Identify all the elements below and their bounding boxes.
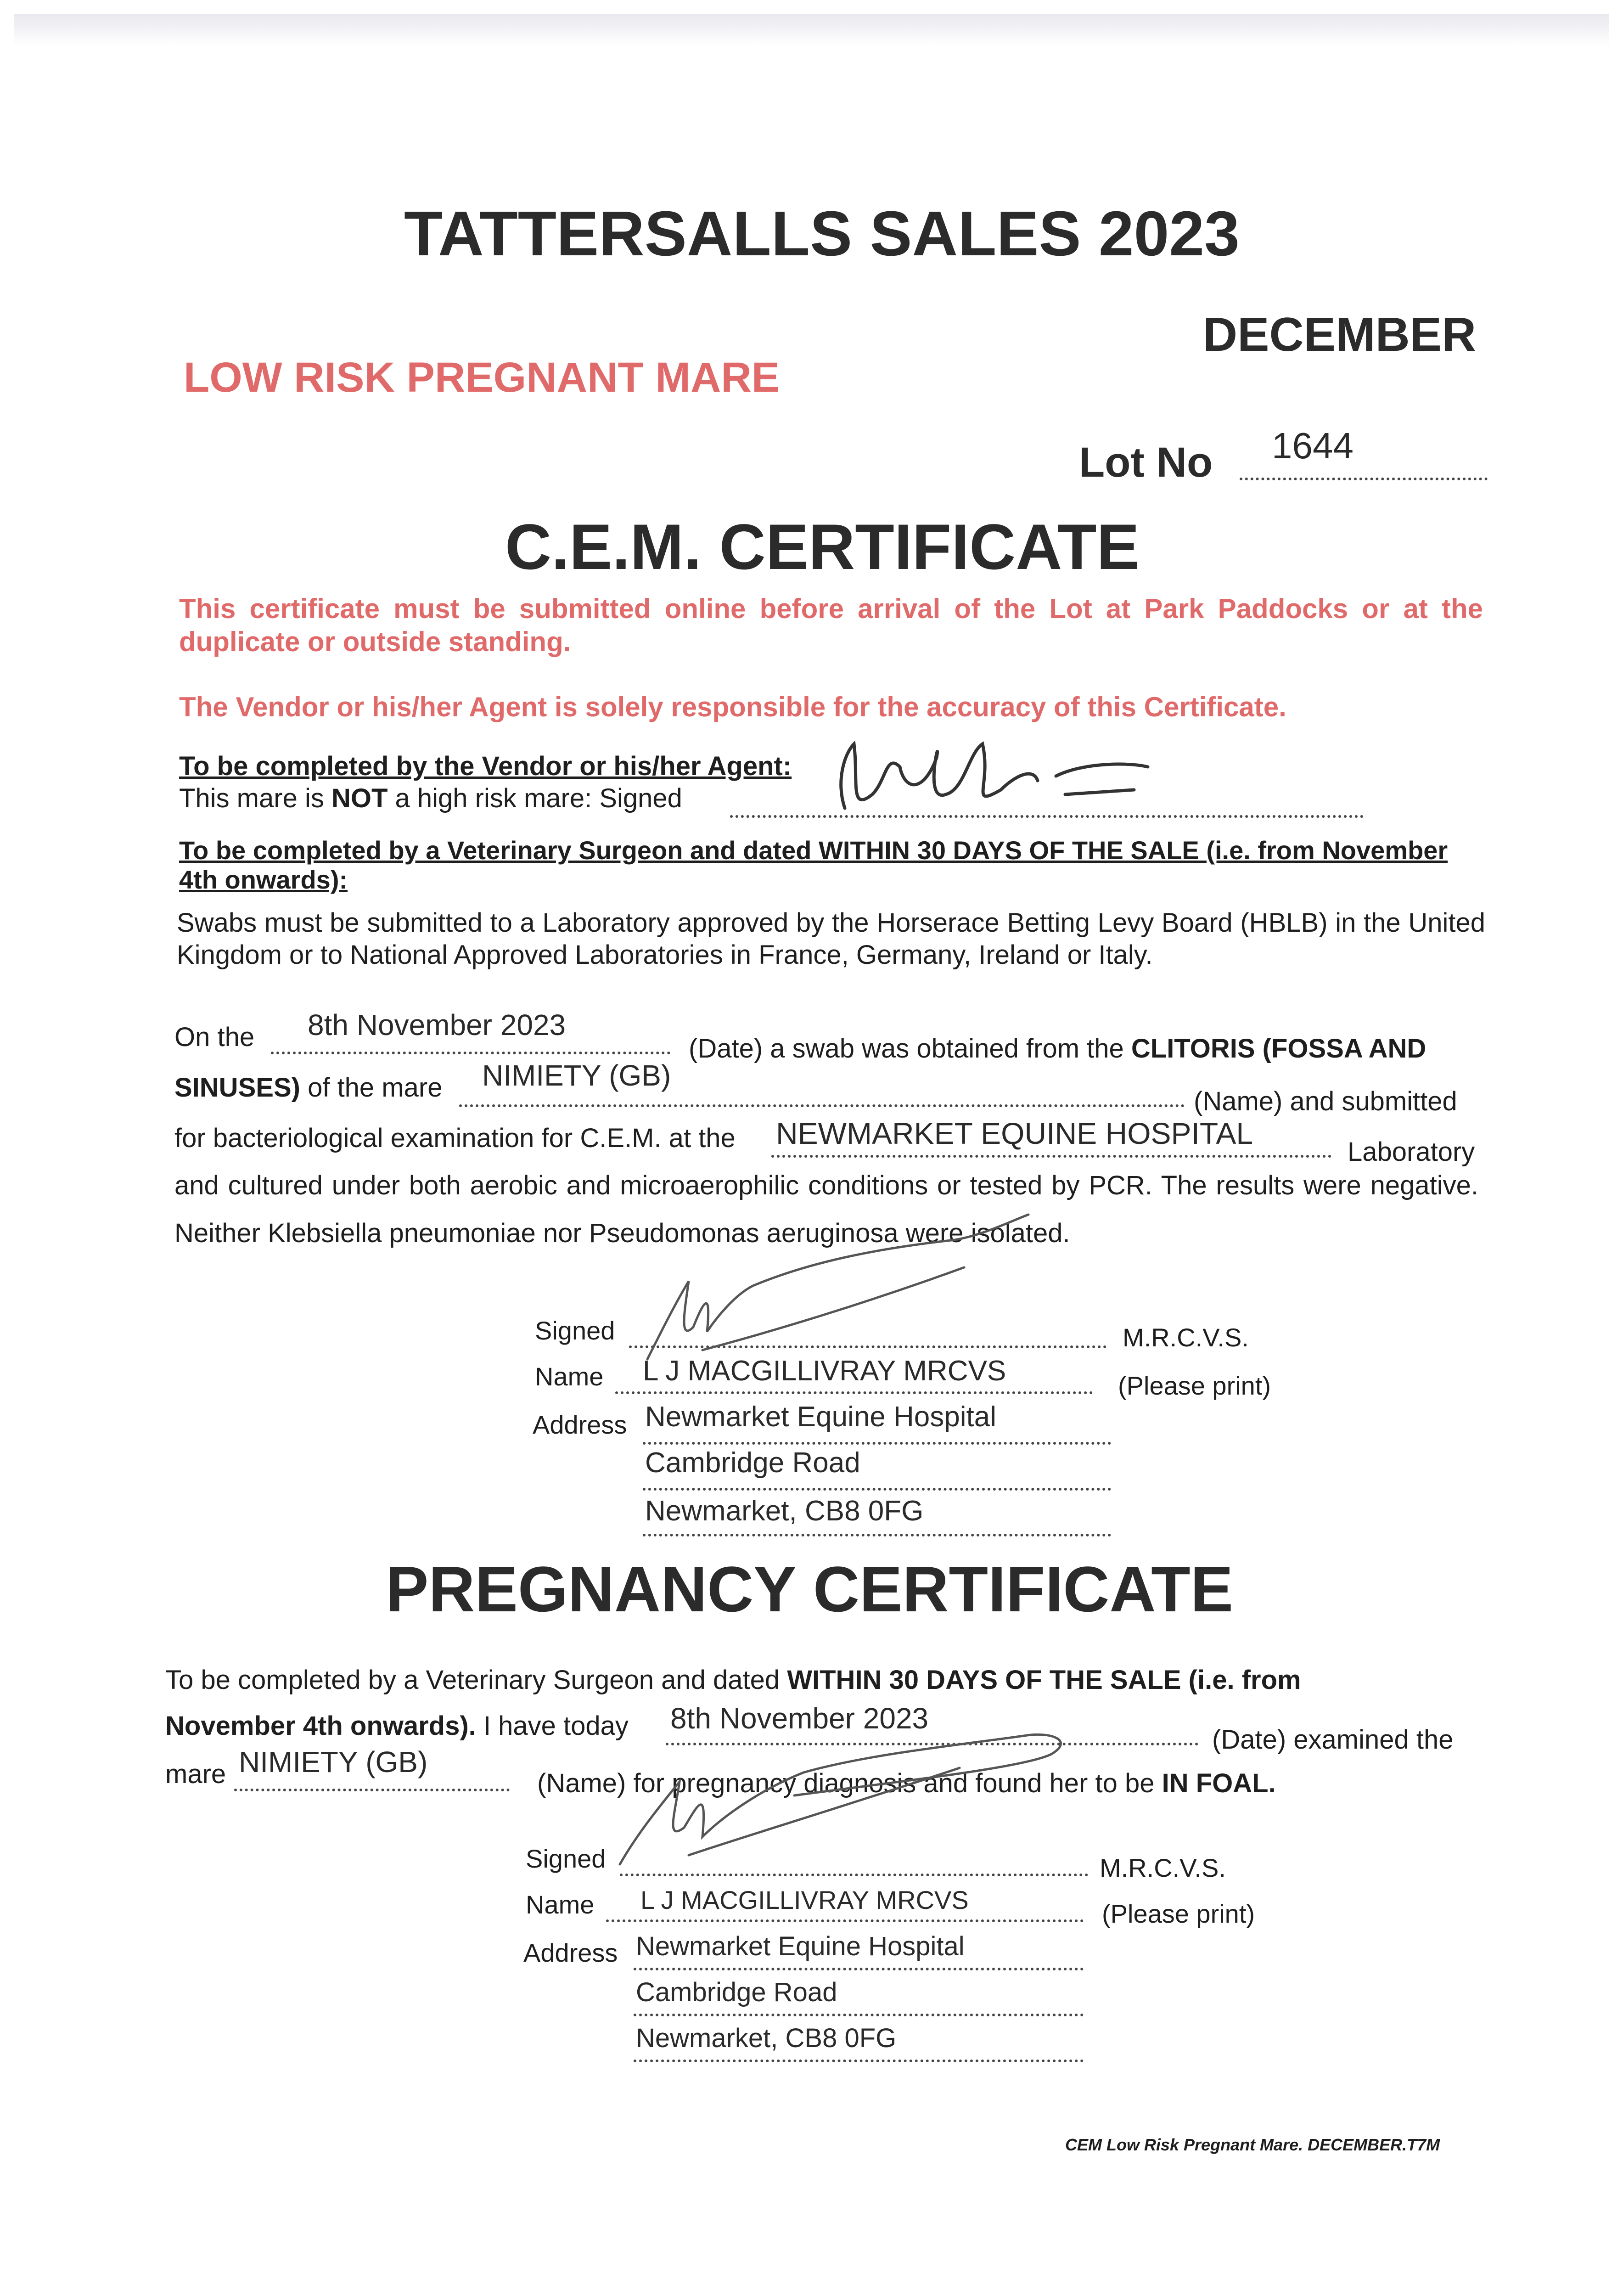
- preg-address-dots-3: [634, 2060, 1084, 2062]
- sale-month: DECEMBER: [1203, 308, 1477, 361]
- laboratory-label: Laboratory: [1348, 1137, 1475, 1167]
- lot-number: 1644: [1272, 425, 1353, 466]
- form-reference: CEM Low Risk Pregnant Mare. DECEMBER.T7M: [1065, 2135, 1440, 2154]
- cem-address-label: Address: [533, 1410, 627, 1439]
- preg-name-dots: [606, 1919, 1084, 1922]
- submit-notice: This certificate must be submitted online before arrival of the Lot at Park Paddocks or at the duplicate or outside standing.: [179, 593, 1483, 657]
- bact-label: for bacteriological examination for C.E.M. at the: [174, 1123, 736, 1153]
- preg-line-2a: November 4th onwards).: [165, 1711, 476, 1741]
- preg-mrcvs: M.R.C.V.S.: [1100, 1853, 1226, 1882]
- vendor-statement: [179, 783, 682, 814]
- vendor-text-b: a high risk mare: Signed: [387, 783, 682, 813]
- swab-requirements: Swabs must be submitted to a Laboratory approved by the Horserace Betting Levy Board (HBLB) in the United Kingdom or to National Approved Laboratories in France, Germany, Ireland or Italy.: [177, 908, 1485, 970]
- preg-address-dots-1: [634, 1968, 1084, 1970]
- date-suffix-text: (Date) a swab was obtained from the: [689, 1034, 1124, 1064]
- lot-label: Lot No: [1079, 439, 1213, 486]
- vendor-text-a: This mare is: [179, 783, 331, 813]
- lot-dots: [1240, 478, 1488, 480]
- preg-date-suffix: (Date) examined the: [1212, 1725, 1454, 1755]
- cem-mare-name: NIMIETY (GB): [482, 1059, 671, 1092]
- in-foal: IN FOAL.: [1162, 1768, 1276, 1798]
- cem-please-print: (Please print): [1118, 1371, 1271, 1400]
- name-submitted: (Name) and submitted: [1194, 1086, 1457, 1116]
- preg-vet-name: L J MACGILLIVRAY MRCVS: [640, 1885, 969, 1914]
- preg-name-label: Name: [526, 1890, 595, 1919]
- risk-label: LOW RISK PREGNANT MARE: [184, 354, 780, 401]
- preg-line-2: [165, 1711, 629, 1741]
- mare-line: [174, 1072, 442, 1103]
- lab-name: NEWMARKET EQUINE HOSPITAL: [776, 1116, 1253, 1150]
- preg-address-line-1: Newmarket Equine Hospital: [636, 1931, 965, 1961]
- preg-address-label: Address: [523, 1938, 618, 1967]
- cem-name-label: Name: [535, 1362, 604, 1391]
- responsibility-notice: The Vendor or his/her Agent is solely responsible for the accuracy of this Certificate.: [179, 692, 1286, 722]
- preg-line-1b: WITHIN 30 DAYS OF THE SALE (i.e. from: [787, 1665, 1301, 1695]
- preg-diag-text: (Name) for pregnancy diagnosis and found her to be: [537, 1768, 1155, 1798]
- vendor-text-not: NOT: [331, 783, 388, 813]
- preg-line-2b: I have today: [483, 1711, 629, 1741]
- preg-line-1: [165, 1665, 1301, 1695]
- preg-address-line-3: Newmarket, CB8 0FG: [636, 2023, 897, 2053]
- cem-address-line-2: Cambridge Road: [645, 1447, 860, 1479]
- on-the-label: On the: [174, 1022, 255, 1052]
- lab-dots: [771, 1155, 1331, 1158]
- clitoris-text: CLITORIS (FOSSA AND: [1131, 1034, 1426, 1064]
- preg-address-dots-2: [634, 2014, 1084, 2016]
- preg-mark-signature: [611, 1717, 1079, 1869]
- vendor-signature: [817, 726, 1166, 827]
- culture-results: and cultured under both aerobic and microaerophilic conditions or tested by PCR. The results were negative. Neither Klebsiella pneumoniae nor Pseudomonas aeruginosa were isolated.: [174, 1171, 1478, 1248]
- date-dots: [271, 1052, 670, 1054]
- preg-address-line-2: Cambridge Road: [636, 1977, 837, 2007]
- cem-address-line-1: Newmarket Equine Hospital: [645, 1401, 997, 1433]
- swab-date: 8th November 2023: [308, 1008, 566, 1041]
- of-the-mare-text: of the mare: [308, 1073, 443, 1103]
- sinuses-text: SINUSES): [174, 1073, 300, 1103]
- pregnancy-heading: PREGNANCY CERTIFICATE: [386, 1553, 1234, 1625]
- preg-signed-label: Signed: [526, 1844, 606, 1873]
- swab-date-suffix: [689, 1033, 1426, 1064]
- preg-date: 8th November 2023: [670, 1702, 929, 1735]
- cem-name-dots: [615, 1391, 1093, 1394]
- scan-edge: [14, 14, 1609, 46]
- mare-dots: [459, 1104, 1185, 1107]
- vet-heading: To be completed by a Veterinary Surgeon and dated WITHIN 30 DAYS OF THE SALE (i.e. from November 4th onwards):: [179, 836, 1448, 894]
- vendor-heading: To be completed by the Vendor or his/her Agent:: [179, 751, 792, 781]
- cem-address-dots-3: [643, 1534, 1111, 1536]
- document-title: TATTERSALLS SALES 2023: [404, 198, 1240, 269]
- preg-mare-label: mare: [165, 1759, 226, 1789]
- cem-vet-signature: [634, 1212, 1047, 1364]
- cem-heading: C.E.M. CERTIFICATE: [505, 511, 1140, 583]
- cem-mrcvs: M.R.C.V.S.: [1123, 1323, 1249, 1352]
- cem-address-dots-2: [643, 1488, 1111, 1491]
- cem-vet-name: L J MACGILLIVRAY MRCVS: [643, 1355, 1006, 1387]
- preg-line-1a: To be completed by a Veterinary Surgeon and dated: [165, 1665, 780, 1695]
- cem-address-dots-1: [643, 1442, 1111, 1445]
- cem-signed-label: Signed: [535, 1316, 615, 1345]
- preg-mare-dots: [234, 1789, 510, 1791]
- preg-please-print: (Please print): [1102, 1899, 1255, 1928]
- cem-address-line-3: Newmarket, CB8 0FG: [645, 1495, 924, 1527]
- preg-signed-dots: [620, 1874, 1088, 1876]
- preg-mare-name: NIMIETY (GB): [239, 1745, 428, 1778]
